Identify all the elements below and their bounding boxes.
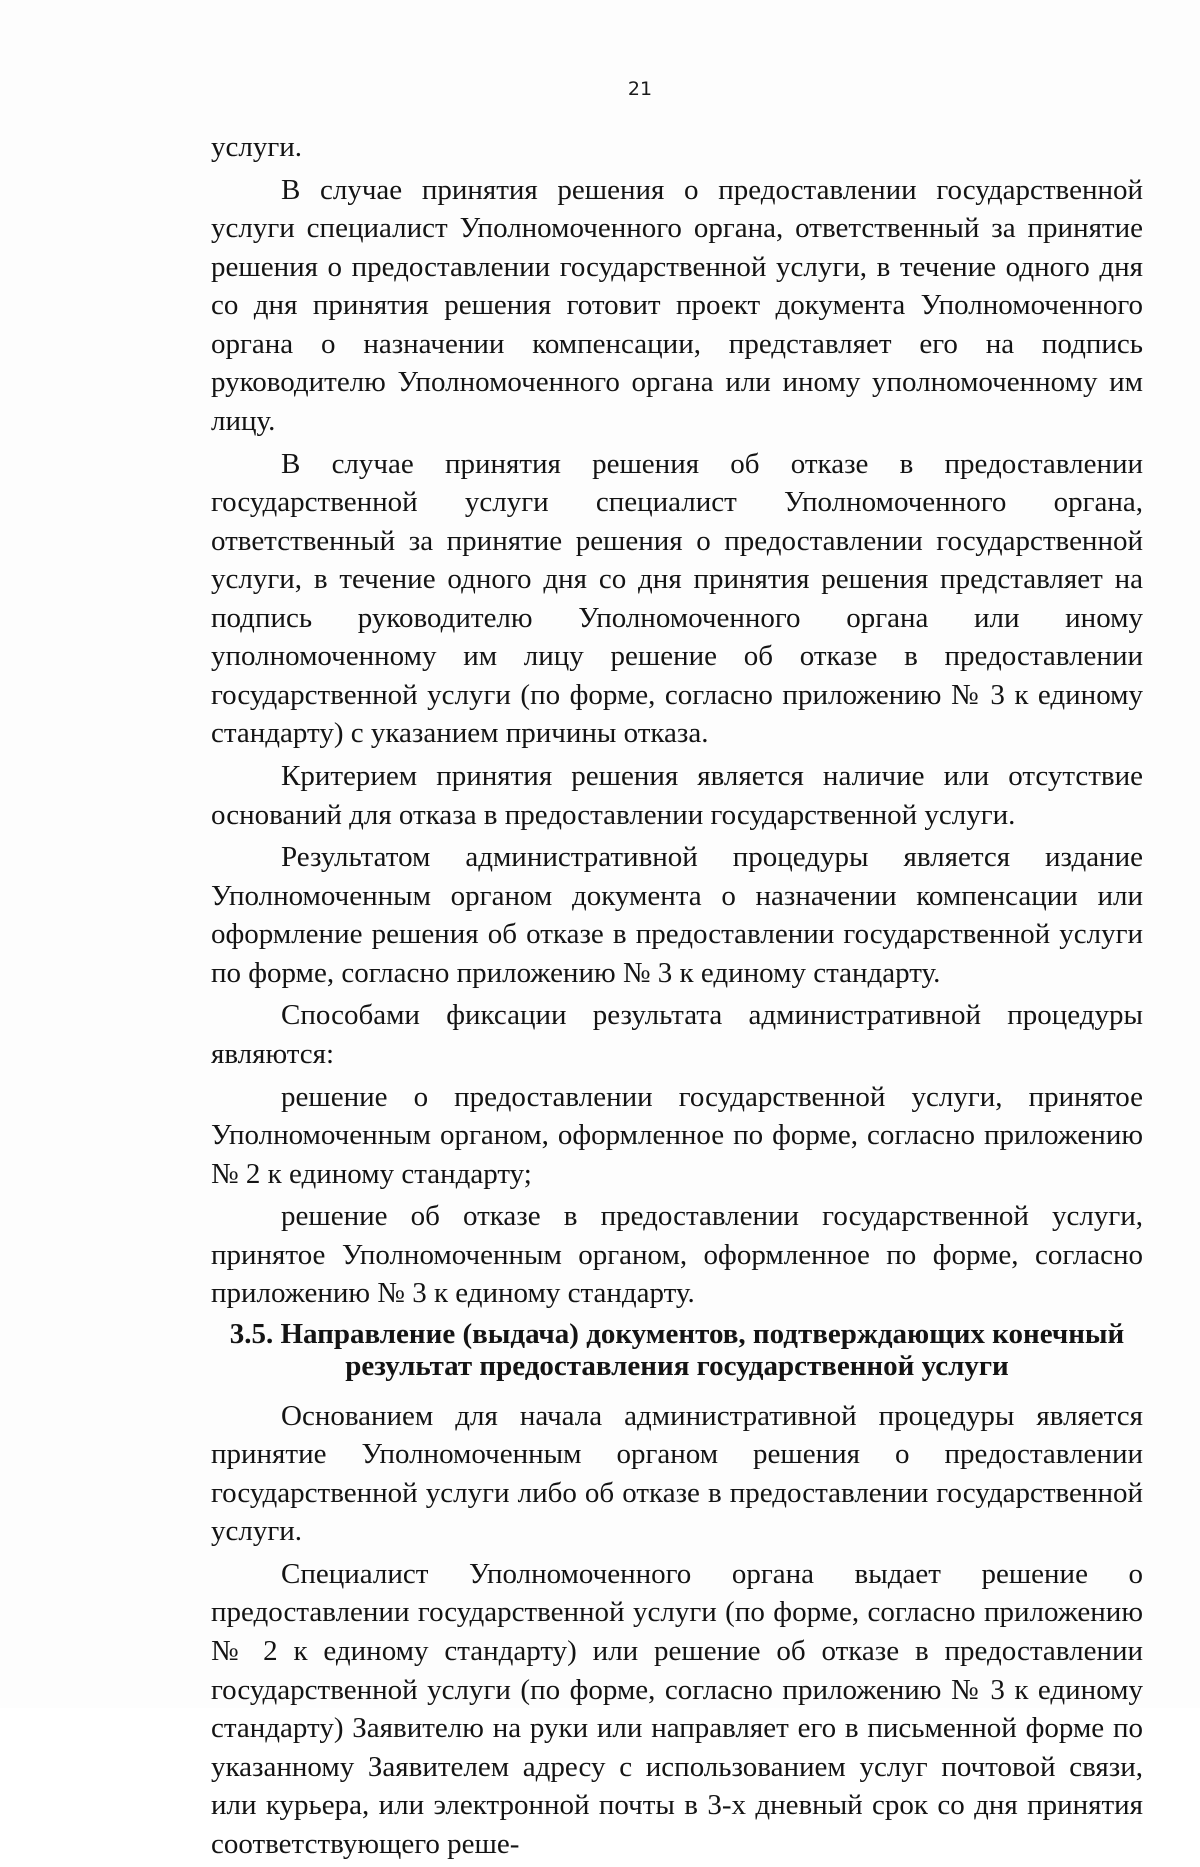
paragraph-decision-refusal: В случае принятия решения об отказе в предоставлении государственной услуги специалист Уполномоченного органа, ответственный за принятие решения о предоставлении государственной услуги, в течение одного дня со дня принятия решения представляет на подпись руководителю Уполномоченного органа или иному уполномоченному им лицу решение об отказе в предоставлении государственной услуги (по форме, согласно приложению № 3 к единому стандарту) с указанием причины отказа. [211,447,1143,750]
paragraph-fixation-refusal: решение об отказе в предоставлении государственной услуги, принятое Уполномоченным органом, оформленное по форме, согласно приложению № 3 к единому стандарту. [211,1200,1143,1310]
paragraph-fixation-grant: решение о предоставлении государственной услуги, принятое Уполномоченным органом, оформленное по форме, согласно приложению № 2 к единому стандарту; [211,1080,1143,1190]
paragraph-procedure-result: Результатом административной процедуры является издание Уполномоченным органом документа о назначении компенсации или оформление решения об отказе в предоставлении государственной услуги по форме, согласно приложению № 3 к единому стандарту. [211,841,1143,989]
paragraph-section-issuance: Специалист Уполномоченного органа выдает решение о предоставлении государственной услуги (по форме, согласно приложению № 2 к единому стандарту) или решение об отказе в предоставлении государственной услуги (по форме, согласно приложению № 3 к единому стандарту) Заявителю на руки или направляет его в письменной форме по указанному Заявителем адресу с использованием услуг почтовой связи, или курьера, или электронной почты в 3-х дневный срок со дня принятия соответствующего реше- [211,1557,1143,1860]
page-number: 21 [627,78,653,100]
paragraph-fixation-methods: Способами фиксации результата административной процедуры являются: [211,999,1143,1070]
paragraph-decision-grant: В случае принятия решения о предоставлении государственной услуги специалист Уполномоченного органа, ответственный за принятие решения о предоставлении государственной услуги, в течение одного дня со дня принятия решения готовит проект документа Уполномоченного органа о назначении компенсации, представляет его на подпись руководителю Уполномоченного органа или иному уполномоченному им лицу. [211,173,1143,437]
document-body [211,128,1143,1867]
paragraph-section-basis: Основанием для начала административной процедуры является принятие Уполномоченным органом решения о предоставлении государственной услуги либо об отказе в предоставлении государственной услуги. [211,1399,1143,1548]
section-heading: 3.5. Направление (выдача) документов, подтверждающих конечный результат предоставления государственной услуги [229,1317,1125,1382]
paragraph-continuation: услуги. [211,131,303,163]
paragraph-decision-criterion: Критерием принятия решения является наличие или отсутствие оснований для отказа в предоставлении государственной услуги. [211,760,1143,831]
